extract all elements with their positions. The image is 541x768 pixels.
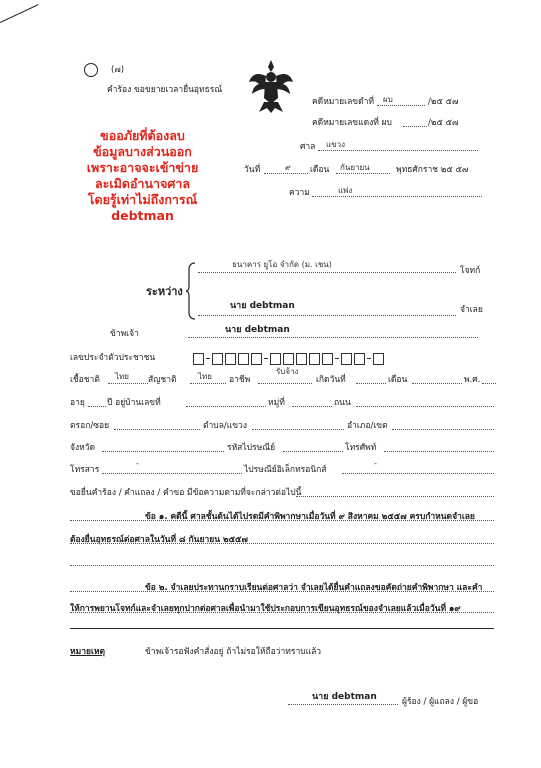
redaction-line-1: ขออภัยที่ต้องลบ xyxy=(100,128,185,143)
race-line xyxy=(108,383,148,384)
note-label: หมายเหตุ xyxy=(70,647,105,657)
between-brace xyxy=(186,262,196,320)
born-day-line xyxy=(356,383,386,384)
nationality-line xyxy=(190,383,226,384)
form-circle-icon xyxy=(84,63,98,77)
province-label: จังหวัด xyxy=(70,443,96,453)
case-type-label: ความ xyxy=(289,188,310,198)
month-value: กันยายน xyxy=(340,163,370,172)
para1-line1: ข้อ ๑. คดีนี้ ศาลชั้นต้นได้ไปรดมีคำพิพากษาเมื่อวันที่ ๙ สิงหาคม ๒๕๕๗ ครบกำหนดจำเลย xyxy=(145,512,475,522)
corner-mark xyxy=(0,4,38,23)
age-line xyxy=(88,406,106,407)
intro-text: ขอยื่นคำร้อง / คำแถลง / คำขอ มีข้อความตามที่จะกล่าวต่อไปนี้ xyxy=(70,488,302,498)
blank-line-1 xyxy=(70,565,494,566)
court-value: แขวง xyxy=(326,140,346,149)
born-year-label: พ.ศ. xyxy=(464,375,481,385)
para1-underline1 xyxy=(70,520,494,521)
redaction-line-6: debtman xyxy=(111,208,174,223)
signer-value: นาย debtman xyxy=(312,692,377,702)
plaintiff-line xyxy=(198,272,456,273)
case-type-value: แพ่ง xyxy=(338,186,353,195)
moo-label: หมู่ที่ xyxy=(268,398,285,408)
black-case-value: ผบ xyxy=(383,95,393,104)
soi-line xyxy=(114,429,200,430)
race-label: เชื้อชาติ xyxy=(70,375,100,385)
be-label: พุทธศักราช ๒๕ ๕๗ xyxy=(396,165,469,175)
signature-line xyxy=(288,704,398,705)
redaction-notice xyxy=(55,128,230,224)
tambon-line xyxy=(252,429,344,430)
occupation-label: อาชีพ xyxy=(229,375,251,385)
date-day-value: ๙ xyxy=(285,163,291,172)
garuda-emblem-icon xyxy=(247,58,295,114)
email-label: ไปรษณีย์อิเล็กทรอนิกส์ xyxy=(244,465,327,475)
black-case-label: คดีหมายเลขดำที่ xyxy=(312,97,374,107)
intro-line xyxy=(296,496,494,497)
para2-line2: ให้การพยานโจทก์และจำเลยทุกปากต่อศาลเพื่อนำมาใช้ประกอบการเขียนอุทธรณ์ของจำเลยแล้วเมื่อวันที่ ๑๙ xyxy=(70,604,461,614)
fax-value: - xyxy=(136,459,139,468)
email-line xyxy=(342,473,494,474)
para2-underline1 xyxy=(70,591,494,592)
postcode-label: รหัสไปรษณีย์ xyxy=(227,443,276,453)
form-title: คำร้อง ขอขยายเวลายื่นอุทธรณ์ xyxy=(107,85,223,95)
moo-line xyxy=(292,406,332,407)
age-label: อายุ xyxy=(70,398,85,408)
redaction-line-2: ข้อมูลบางส่วนออก xyxy=(93,144,192,159)
plaintiff-value: ธนาคาร ยูโอ จำกัด (ม. เชน) xyxy=(232,260,332,269)
tambon-label: ตำบล/แขวง xyxy=(203,421,247,431)
province-line xyxy=(102,451,224,452)
fax-label: โทรสาร xyxy=(70,465,100,475)
section-divider xyxy=(70,628,494,629)
form-number: (๗) xyxy=(111,65,125,75)
between-label: ระหว่าง xyxy=(146,285,183,298)
age-suffix: ปี อยู่บ้านเลขที่ xyxy=(107,398,161,408)
born-year-line xyxy=(482,383,496,384)
month-label: เดือน xyxy=(310,165,330,175)
defendant-value: นาย debtman xyxy=(230,301,295,311)
defendant-role: จำเลย xyxy=(460,305,483,315)
race-value: ไทย xyxy=(115,372,129,381)
road-label: ถนน xyxy=(334,398,351,408)
phone-label: โทรศัพท์ xyxy=(345,443,377,453)
red-case-line xyxy=(403,126,427,127)
petitioner-label: ข้าพเจ้า xyxy=(110,329,139,339)
para1-underline2 xyxy=(70,543,494,544)
born-month-label: เดือน xyxy=(388,375,408,385)
court-label: ศาล xyxy=(300,142,316,152)
para1-line2: ต้องยื่นอุทธรณ์ต่อศาลในวันที่ ๘ กันยายน ๒๕๕๗ xyxy=(70,535,248,545)
petitioner-line xyxy=(188,337,478,338)
born-label: เกิดวันที่ xyxy=(316,375,346,385)
road-line xyxy=(356,406,494,407)
date-label: วันที่ xyxy=(244,165,261,175)
red-case-year: /๒๕ ๕๗ xyxy=(428,118,459,128)
petitioner-value: นาย debtman xyxy=(225,325,290,335)
id-label: เลขประจำตัวประชาชน xyxy=(70,353,156,363)
house-line xyxy=(186,406,266,407)
phone-line xyxy=(384,451,494,452)
red-case-label: คดีหมายเลขแดงที่ ผบ xyxy=(312,118,392,128)
signer-role: ผู้ร้อง / ผู้แถลง / ผู้ขอ xyxy=(402,697,479,707)
nationality-label: สัญชาติ xyxy=(148,375,177,385)
amphoe-label: อำเภอ/เขต xyxy=(347,421,388,431)
redaction-line-5: โดยรู้เท่าไม่ถึงการณ์ xyxy=(87,192,198,207)
note-text: ข้าพเจ้ารอฟังคำสั่งอยู่ ถ้าไม่รอให้ถือว่าทราบแล้ว xyxy=(145,647,322,657)
redaction-line-3: เพราะอาจจะเข้าข่าย xyxy=(86,160,199,175)
occupation-line xyxy=(258,383,312,384)
defendant-line xyxy=(198,315,456,316)
black-case-year: /๒๕ ๕๗ xyxy=(428,97,459,107)
occupation-value: รับจ้าง xyxy=(276,367,299,376)
redaction-line-4: ละเมิดอำนาจศาล xyxy=(94,176,191,191)
email-value: - xyxy=(374,459,377,468)
postcode-line xyxy=(283,451,343,452)
plaintiff-role: โจทก์ xyxy=(460,266,481,276)
soi-label: ตรอก/ซอย xyxy=(70,421,110,431)
fax-line xyxy=(102,473,242,474)
para2-line1: ข้อ ๒. จำเลยประทานกราบเรียนต่อศาลว่า จำเลยได้ยื่นคำแถลงขอคัดถ่ายคำพิพากษา และคำ xyxy=(145,583,483,593)
born-month-line xyxy=(412,383,462,384)
para2-underline2 xyxy=(70,612,494,613)
amphoe-line xyxy=(392,429,494,430)
nationality-value: ไทย xyxy=(198,372,212,381)
